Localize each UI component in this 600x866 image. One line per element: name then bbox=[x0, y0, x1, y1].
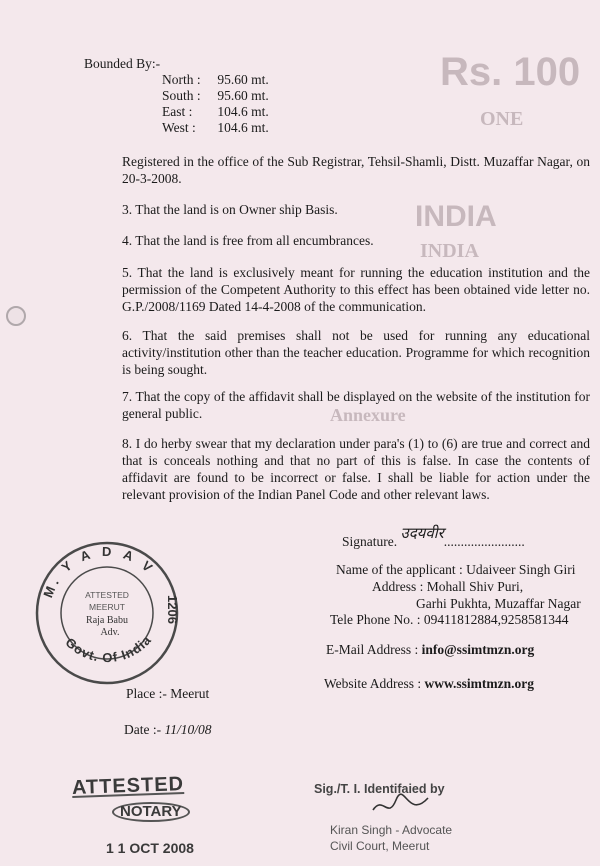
stamp-paper-legend: INDIA bbox=[420, 240, 479, 262]
bound-direction: North : bbox=[162, 72, 201, 87]
bound-direction: South : bbox=[162, 88, 201, 103]
email-label: E-Mail Address : bbox=[326, 642, 419, 657]
stamp-paper-amount: Rs. 100 bbox=[440, 50, 581, 94]
website-line bbox=[324, 676, 534, 692]
clause-7: 7. That the copy of the affidavit shall be displayed on the website of the institution for general public. bbox=[122, 389, 590, 421]
signature-label: Signature bbox=[342, 534, 394, 549]
seal-bottom-text: Govt. Of India bbox=[62, 632, 155, 666]
applicant-address-2: Garhi Pukhta, Muzaffar Nagar bbox=[416, 596, 581, 611]
date-line bbox=[124, 722, 211, 738]
notary-date-stamp: 1 1 OCT 2008 bbox=[106, 840, 194, 856]
bounds-row bbox=[162, 120, 269, 136]
stamp-paper-country: INDIA bbox=[415, 200, 497, 233]
email-value: info@ssimtmzn.org bbox=[421, 642, 535, 657]
identifier-signature bbox=[368, 790, 438, 826]
bounds-row bbox=[162, 104, 269, 120]
applicant-address-1: Address : Mohall Shiv Puri, bbox=[372, 579, 524, 594]
stamp-paper-word: ONE bbox=[480, 108, 524, 130]
signature-dots: ........................ bbox=[443, 534, 525, 549]
date-label: Date :- bbox=[124, 722, 162, 737]
clause-6: 6. That the said premises shall not be used for running any educational activity/institution other than the teacher education. Programme for which recognition is being sought. bbox=[122, 328, 590, 377]
registration-paragraph: Registered in the office of the Sub Registrar, Tehsil-Shamli, Distt. Muzaffar Nagar, on 20-3-2008. bbox=[122, 154, 590, 186]
seal-top-text: M. Y A D A V bbox=[40, 543, 159, 600]
seal-line-2: MEERUT bbox=[89, 602, 125, 612]
advocate-name: Kiran Singh - Advocate bbox=[330, 823, 453, 837]
stamp-paper-annexure: Annexure bbox=[330, 405, 406, 425]
website-label: Website Address : bbox=[324, 676, 422, 691]
clause-5: 5. That the land is exclusively meant for running the education institution and the permission of the Competent Authority to this effect has been obtained vide letter no. G.P./2008/1169 Dated 14-4-2008 of the communication. bbox=[122, 265, 590, 314]
place-value: Meerut bbox=[170, 686, 210, 701]
clause-4: 4. That the land is free from all encumbrances. bbox=[122, 233, 374, 248]
clause-3: 3. That the land is on Owner ship Basis. bbox=[122, 202, 338, 217]
attested-stamp: ATTESTED bbox=[71, 773, 185, 799]
applicant-name: Name of the applicant : Udaiveer Singh Giri bbox=[336, 562, 576, 577]
seal-line-4: Adv. bbox=[100, 627, 120, 638]
bound-direction: West : bbox=[162, 120, 196, 135]
signature-handwritten: उदयवीर bbox=[400, 526, 444, 542]
clause-8: 8. I do herby swear that my declaration under para's (1) to (6) are true and correct and that is conceals nothing and that no part of this is false. In case the contents of affidavit are found to be incorrect or false. I shall be liable for action under the relevant provision of the Indian Panel Code and other relevant laws. bbox=[122, 436, 590, 502]
signature-line: Signature. उदयवीर........................ bbox=[342, 526, 525, 549]
place-line bbox=[126, 686, 209, 702]
seal-number: 1206 bbox=[165, 595, 180, 624]
notary-seal bbox=[30, 535, 185, 685]
date-value: 11/10/08 bbox=[164, 722, 212, 737]
applicant-phone: Tele Phone No. : 09411812884,9258581344 bbox=[330, 612, 569, 627]
email-line bbox=[326, 642, 534, 658]
notary-stamp: NOTARY bbox=[112, 802, 190, 822]
website-value: www.ssimtmzn.org bbox=[424, 676, 535, 691]
bounded-by-heading: Bounded By:- bbox=[84, 56, 161, 71]
bound-value: 104.6 mt. bbox=[217, 104, 269, 119]
bounds-row bbox=[162, 72, 269, 88]
seal-line-1: ATTESTED bbox=[85, 590, 129, 600]
bounds-row bbox=[162, 88, 269, 104]
advocate-court: Civil Court, Meerut bbox=[330, 839, 430, 853]
bound-value: 95.60 mt. bbox=[217, 88, 269, 103]
bound-value: 104.6 mt. bbox=[217, 120, 269, 135]
seal-line-3: Raja Babu bbox=[86, 615, 128, 626]
identified-by: Sig./T. I. Identifaied by bbox=[314, 782, 445, 796]
punch-hole bbox=[6, 306, 26, 326]
place-label: Place :- bbox=[126, 686, 167, 701]
bound-direction: East : bbox=[162, 104, 193, 119]
bound-value: 95.60 mt. bbox=[217, 72, 269, 87]
